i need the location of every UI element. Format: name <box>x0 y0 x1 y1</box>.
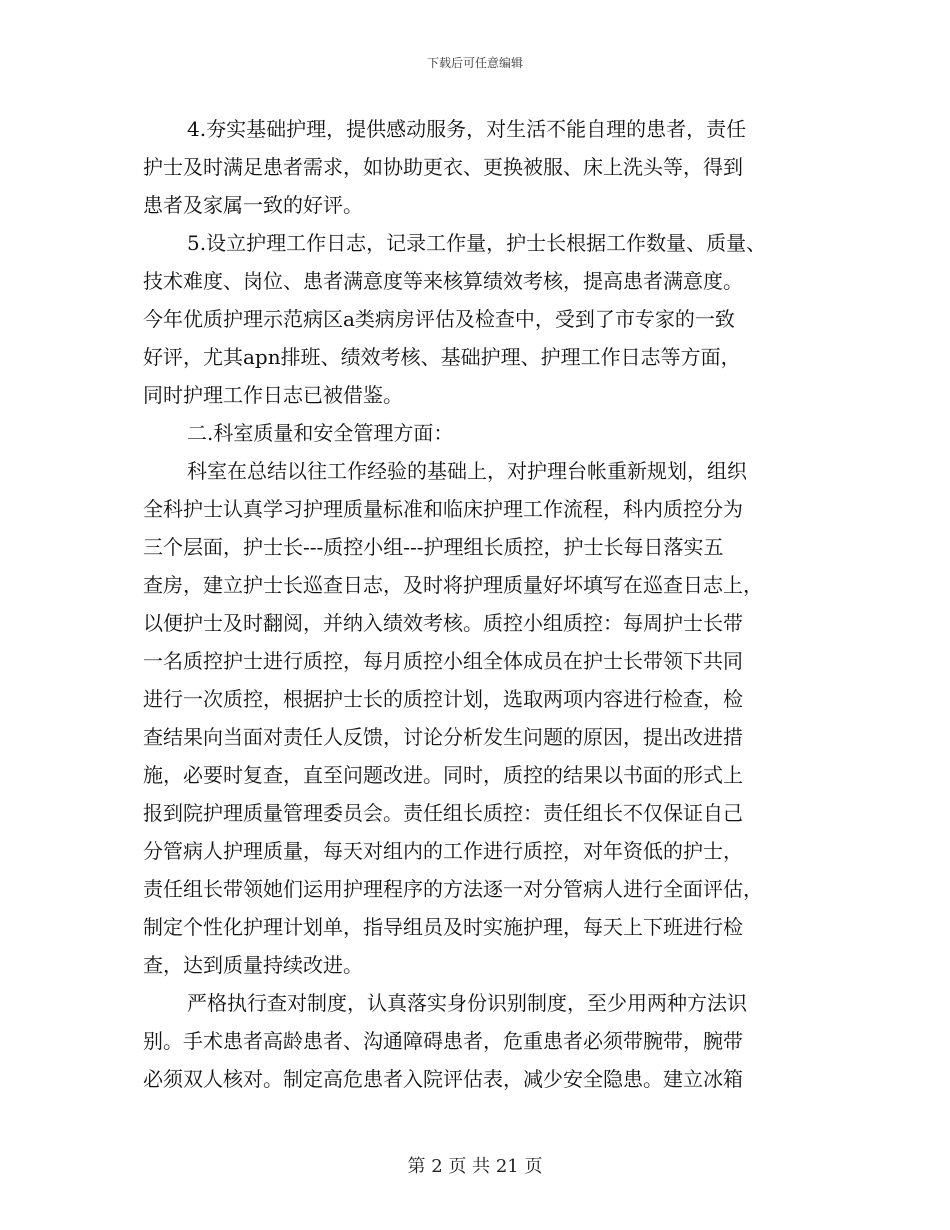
paragraph-line: 必须双人核对。制定高危患者入院评估表，减少安全隐患。建立冰箱 <box>143 1067 743 1091</box>
paragraph-line: 三个层面，护士长---质控小组---护理组长质控，护士长每日落实五 <box>143 535 724 559</box>
paragraph-line: 查，达到质量持续改进。 <box>143 953 363 977</box>
paragraph-line: 技术难度、岗位、患者满意度等来核算绩效考核，提高患者满意度。 <box>143 269 743 293</box>
paragraph-line: 一名质控护士进行质控，每月质控小组全体成员在护士长带领下共同 <box>143 649 743 673</box>
paragraph-line: 今年优质护理示范病区a类病房评估及检查中，受到了市专家的一致 <box>143 307 735 331</box>
paragraph-line: 严格执行查对制度，认真落实身份识别制度，至少用两种方法识 <box>187 991 747 1015</box>
paragraph-line: 分管病人护理质量，每天对组内的工作进行质控，对年资低的护士， <box>143 839 743 863</box>
paragraph-line: 4.夯实基础护理，提供感动服务，对生活不能自理的患者，责任 <box>187 117 747 141</box>
paragraph-line: 施，必要时复查，直至问题改进。同时，质控的结果以书面的形式上 <box>143 763 743 787</box>
paragraph-line: 制定个性化护理计划单，指导组员及时实施护理，每天上下班进行检 <box>143 915 743 939</box>
paragraph-line: 5.设立护理工作日志，记录工作量，护士长根据工作数量、质量、 <box>187 231 767 255</box>
paragraph-line: 别。手术患者高龄患者、沟通障碍患者，危重患者必须带腕带，腕带 <box>143 1029 743 1053</box>
paragraph-line: 查房，建立护士长巡查日志，及时将护理质量好坏填写在巡查日志上， <box>143 573 763 597</box>
paragraph-line: 报到院护理质量管理委员会。责任组长质控：责任组长不仅保证自己 <box>143 801 743 825</box>
page-number: 第 2 页 共 21 页 <box>407 1156 543 1177</box>
paragraph-line: 进行一次质控，根据护士长的质控计划，选取两项内容进行检查，检 <box>143 687 743 711</box>
paragraph-line: 全科护士认真学习护理质量标准和临床护理工作流程，科内质控分为 <box>143 497 743 521</box>
header-note: 下载后可任意编辑 <box>426 56 523 70</box>
paragraph-line: 查结果向当面对责任人反馈，讨论分析发生问题的原因，提出改进措 <box>143 725 743 749</box>
paragraph-line: 患者及家属一致的好评。 <box>143 193 363 217</box>
paragraph-line: 同时护理工作日志已被借鉴。 <box>143 383 403 407</box>
paragraph-line: 科室在总结以往工作经验的基础上，对护理台帐重新规划，组织 <box>187 459 747 483</box>
paragraph-line: 以便护士及时翻阅，并纳入绩效考核。质控小组质控：每周护士长带 <box>143 611 743 635</box>
document-body <box>143 110 823 1098</box>
section-heading: 二.科室质量和安全管理方面： <box>187 421 454 445</box>
paragraph-line: 护士及时满足患者需求，如协助更衣、更换被服、床上洗头等，得到 <box>143 155 743 179</box>
paragraph-line: 责任组长带领她们运用护理程序的方法逐一对分管病人进行全面评估， <box>143 877 763 901</box>
paragraph-line: 好评，尤其apn排班、绩效考核、基础护理、护理工作日志等方面， <box>143 345 741 369</box>
